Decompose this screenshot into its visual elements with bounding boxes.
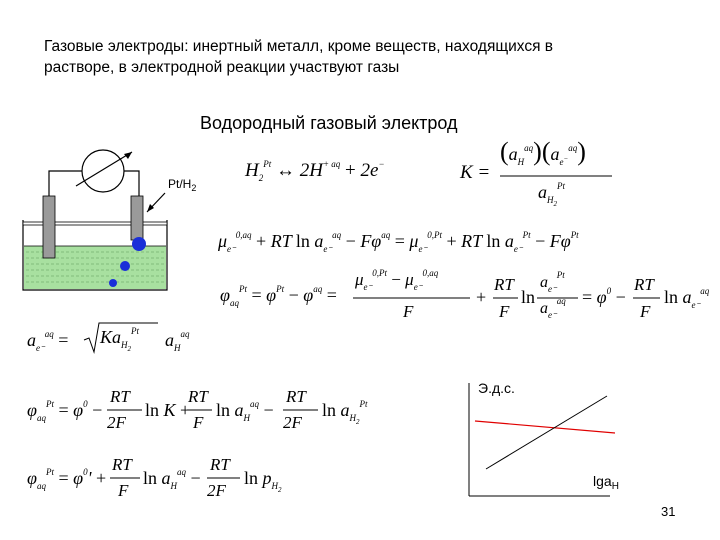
formula-electron-balance: $\mu_{e^-}^{0,aq}$ + RT $\ln a_{e^-}^{aq} - F\varphi^{aq} = \mu_{e^-}^{0,Pt}$ + RT $\ln a_{e^-}^{Pt} - F\varphi^{Pt}$ (218, 230, 579, 254)
graph-y-label: Э.д.с. (478, 380, 515, 396)
formula-electron-activity: $a_{e^-}^{aq}$ = (27, 329, 69, 353)
intro-line-2: растворе, в электродной реакции участвуют газы (44, 59, 400, 76)
slide-number: 31 (661, 504, 676, 519)
intro-line-1: Газовые электроды: инертный металл, кроме веществ, находящихся в (44, 38, 554, 55)
formula-equilibrium-constant: K = (460, 162, 491, 183)
formula-potential-1: $\varphi_{aq}^{Pt} = \varphi^0$ − (27, 399, 103, 423)
graph-x-label: lga$_H$ (593, 473, 619, 492)
formula-reaction: $H_2^{Pt}$ ↔ $2H^{+ aq} + 2e^-$ (245, 159, 385, 183)
electrode-label: $Pt/H_2$ (168, 177, 197, 193)
slide-heading: Водородный газовый электрод (200, 113, 458, 133)
formula-potential-difference: $\varphi_{aq}^{Pt} = \varphi^{Pt} - \varphi^{aq}$ = (220, 284, 337, 308)
formula-potential-2: $\varphi_{aq}^{Pt} = \varphi^0'$ + (27, 467, 107, 491)
